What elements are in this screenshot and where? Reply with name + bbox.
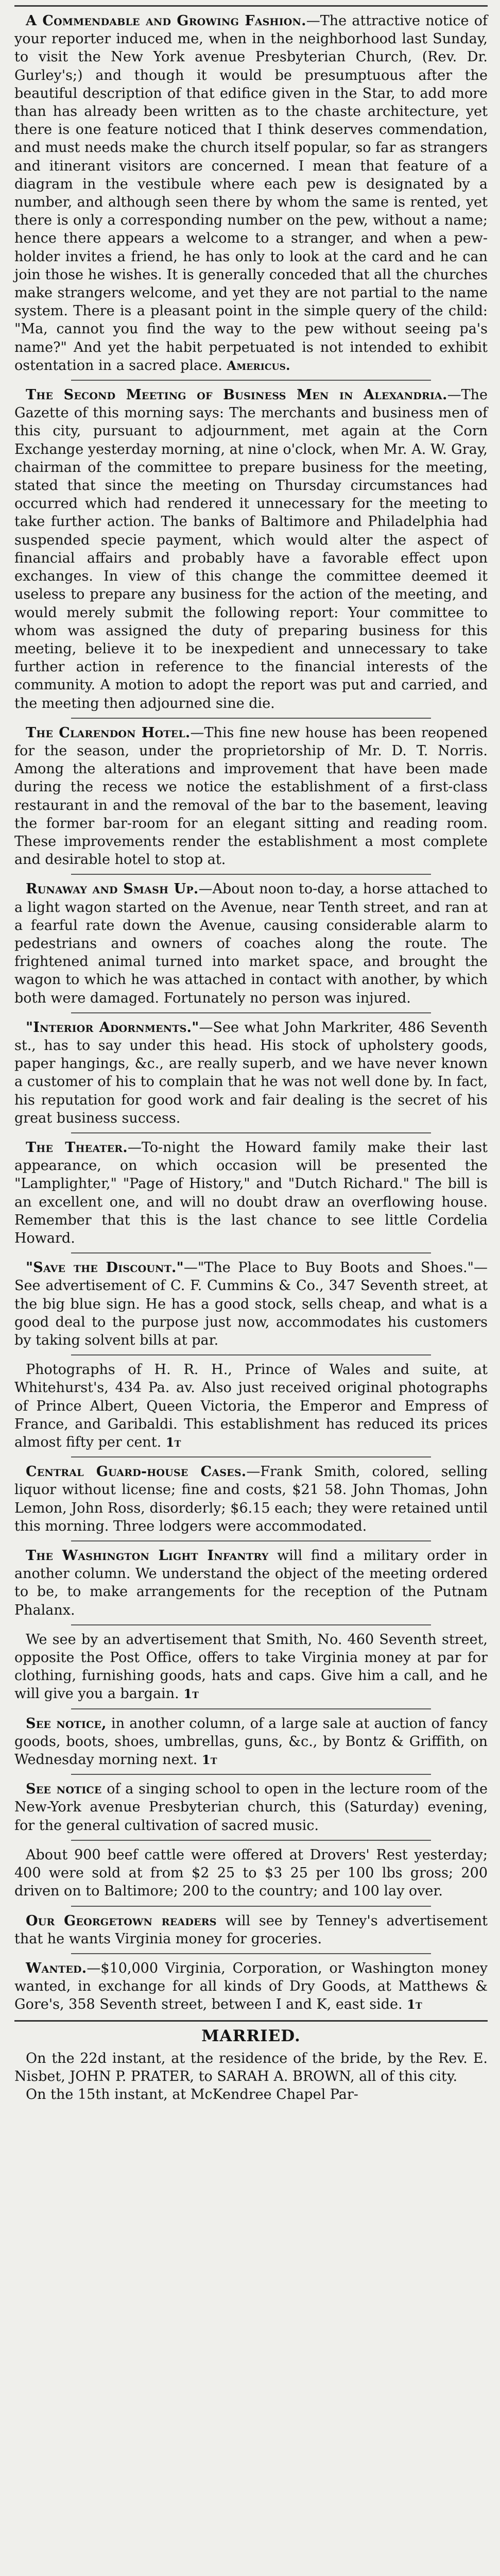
article-cattle [14,1846,488,1901]
article-separator [71,1624,431,1625]
article-headline: The Washington Light Infantry [26,1548,269,1564]
married-rule [14,2020,488,2022]
article-meeting [14,386,488,713]
article-wanted [14,1959,488,2014]
article-auction [14,1715,488,1769]
article-body: Photographs of H. R. H., Prince of Wales and suite, at Whitehurst's, 434 Pa. av. Also just received original photographs of Prince Albert, Queen Victoria, the Emperor and Empress of France, and Garibaldi. This establishment has reduced its prices almost fifty per cent. [14,1362,488,1451]
article-headline: The Theater. [26,1139,128,1156]
article-signature: 1t [165,1435,181,1450]
article-smith [14,1631,488,1703]
article-separator [71,1252,431,1253]
article-headline: "Save the Discount." [26,1260,184,1276]
top-rule [14,5,488,7]
local-news-column [14,12,488,2014]
article-separator [71,1774,431,1775]
article-photographs [14,1361,488,1451]
article-headline: Central Guard-house Cases. [26,1464,247,1480]
article-separator [71,1012,431,1013]
article-separator [71,1540,431,1541]
article-body: will see by Tenney's advertisement that he wants Virginia money for groceries. [14,1912,488,1947]
article-separator [71,1456,431,1458]
article-body: —This fine new house has been reopened for the season, under the proprietorship of Mr. D. T. Norris. Among the alterations and improvement that have been made during the recess we notice the establishment of a first-class restaurant in and the removal of the bar to the basement, leaving the former bar-room for an elegant sitting and reading room. These improvements render the establishment a most complete and desirable hotel to stop at. [14,724,488,868]
article-headline: Wanted. [26,1960,87,1976]
article-body: —About noon to-day, a horse attached to a light wagon started on the Avenue, near Tenth street, and ran at a fearful rate down the Avenue, causing considerable alarm to pedestrians and owners of coaches along the route. The frightened animal turned into market space, and brought the wagon to which he was attached in contact with another, by which both were damaged. Fortunately no person was injured. [14,881,488,1006]
article-separator [71,718,431,719]
article-separator [71,1354,431,1355]
article-signature: 1t [407,1997,422,2012]
article-signature: 1t [201,1752,217,1768]
article-signature: Americus. [227,358,290,373]
article-headline: See notice, [26,1715,107,1732]
article-separator [71,380,431,381]
article-fashion [14,12,488,375]
article-georgetown [14,1912,488,1948]
article-clarendon [14,724,488,869]
article-body: —$10,000 Virginia, Corporation, or Washington money wanted, in exchange for all kinds of Dry Goods, at Matthews & Gore's, 358 Seventh street, between I and K, east side. [14,1960,488,2013]
article-body: —See what John Markriter, 486 Seventh st., has to say under this head. His stock of upholstery goods, paper hangings, &c., are really superb, and we have never known a customer of his to complain that he was not well done by. In fact, his reputation for good work and fair dealing is the secret of his great business success. [14,1019,488,1126]
article-headline: Our Georgetown readers [26,1912,217,1929]
article-discount [14,1259,488,1349]
article-body: —Frank Smith, colored, selling liquor without license; fine and costs, $21 58. John Thomas, John Lemon, John Ross, disorderly; $6.15 each; they were retained until this morning. Three lodgers were accommodated. [14,1464,488,1534]
article-body: About 900 beef cattle were offered at Drovers' Rest yesterday; 400 were sold at from $2 25 to $3 25 per 100 lbs gross; 200 driven on to Baltimore; 200 to the country; and 100 lay over. [14,1846,488,1900]
article-body: —To-night the Howard family make their last appearance, on which occasion will be presented the "Lamplighter," "Page of History," and "Dutch Richard." The bill is an excellent one, and will no doubt draw an overflowing house. Remember that this is the last chance to see little Cordelia Howard. [14,1139,488,1246]
article-body: will find a military order in another column. We understand the object of the meeting ordered to be, to make arrangements for the reception of the Putnam Phalanx. [14,1548,488,1618]
article-headline: See notice [26,1781,102,1798]
article-separator [71,1953,431,1954]
article-signature: 1t [183,1686,199,1702]
article-headline: A Commendable and Growing Fashion. [26,13,306,29]
article-guardhouse [14,1463,488,1535]
article-headline: "Interior Adornments." [26,1019,199,1036]
article-theatre [14,1139,488,1247]
article-washington [14,1547,488,1619]
article-singing [14,1780,488,1835]
article-interior [14,1019,488,1127]
article-separator [71,1906,431,1907]
article-body: in another column, of a large sale at auction of fancy goods, boots, shoes, umbrellas, guns, &c., by Bontz & Griffith, on Wednesday morning next. [14,1715,488,1768]
article-runaway [14,880,488,1007]
article-body: —"The Place to Buy Boots and Shoes."—See advertisement of C. F. Cummins & Co., 347 Seventh street, at the big blue sign. He has a good stock, sells cheap, and what is a good deal to the purpose just now, accommodates his customers by taking solvent bills at par. [14,1260,488,1349]
married-entry-1: On the 22d instant, at the residence of the bride, by the Rev. E. Nisbet, JOHN P. PRATER, to SARAH A. BROWN, all of this city. [14,2050,488,2084]
article-separator [71,874,431,875]
article-separator [71,1132,431,1133]
article-separator [71,1708,431,1709]
article-body: —The Gazette of this morning says: The merchants and business men of this city, pursuant to adjournment, met again at the Corn Exchange yesterday morning, at nine o'clock, when Mr. A. W. Gray, chairman of the committee to prepare business for the meeting, stated that since the meeting on Thursday circumstances had occurred which had rendered it unnecessary for the meeting to take further action. The banks of Baltimore and Philadelphia had suspended specie payment, which would alter the aspect of financial affairs and probably have a favorable effect upon exchanges. In view of this change the committee deemed it useless to prepare any business for the action of the meeting, and would merely submit the following report: Your committee to whom was assigned the duty of preparing business for this meeting, believe it to be inexpedient and unnecessary to take further action in reference to the financial interests of the community. A motion to adopt the report was put and carried, and the meeting then adjourned sine die. [14,387,488,711]
article-body: of a singing school to open in the lecture room of the New-York avenue Presbyterian church, this (Saturday) evening, for the general cultivation of sacred music. [14,1781,488,1834]
article-body: We see by an advertisement that Smith, No. 460 Seventh street, opposite the Post Office, offers to take Virginia money at par for clothing, furnishing goods, hats and caps. Give him a call, and he will give you a bargain. [14,1631,488,1702]
article-headline: Runaway and Smash Up. [26,881,199,897]
article-body: —The attractive notice of your reporter induced me, when in the neighborhood last Sunday, to visit the New York avenue Presbyterian Church, (Rev. Dr. Gurley's;) and though it would be presumptuous after the beautiful description of that edifice given in the Star, to add more than has already been written as to the chaste architecture, yet there is one feature noticed that I think deserves commendation, and must needs make the church itself popular, so far as strangers and itinerant visitors are concerned. I mean that feature of a diagram in the vestibule where each pew is designated by a number, and although seen there by whom the same is rented, yet there is only a corresponding number on the pew, without a name; hence there appears a welcome to a stranger, and when a pew-holder invites a friend, he has only to look at the card and he can join those he wishes. It is generally conceded that all the churches make strangers welcome, and yet they are not partial to the name system. There is a pleasant point in the simple query of the child: "Ma, cannot you find the way to the pew without seeing pa's name?" And yet the habit perpetuated is not intended to exhibit ostentation in a sacred place. [14,13,488,374]
married-heading: MARRIED. [201,2026,301,2045]
married-entry-2: On the 15th instant, at McKendree Chapel Par- [26,2086,358,2103]
article-headline: The Second Meeting of Business Men in Alexandria. [26,387,447,403]
article-separator [71,1840,431,1841]
article-headline: The Clarendon Hotel. [26,724,191,741]
